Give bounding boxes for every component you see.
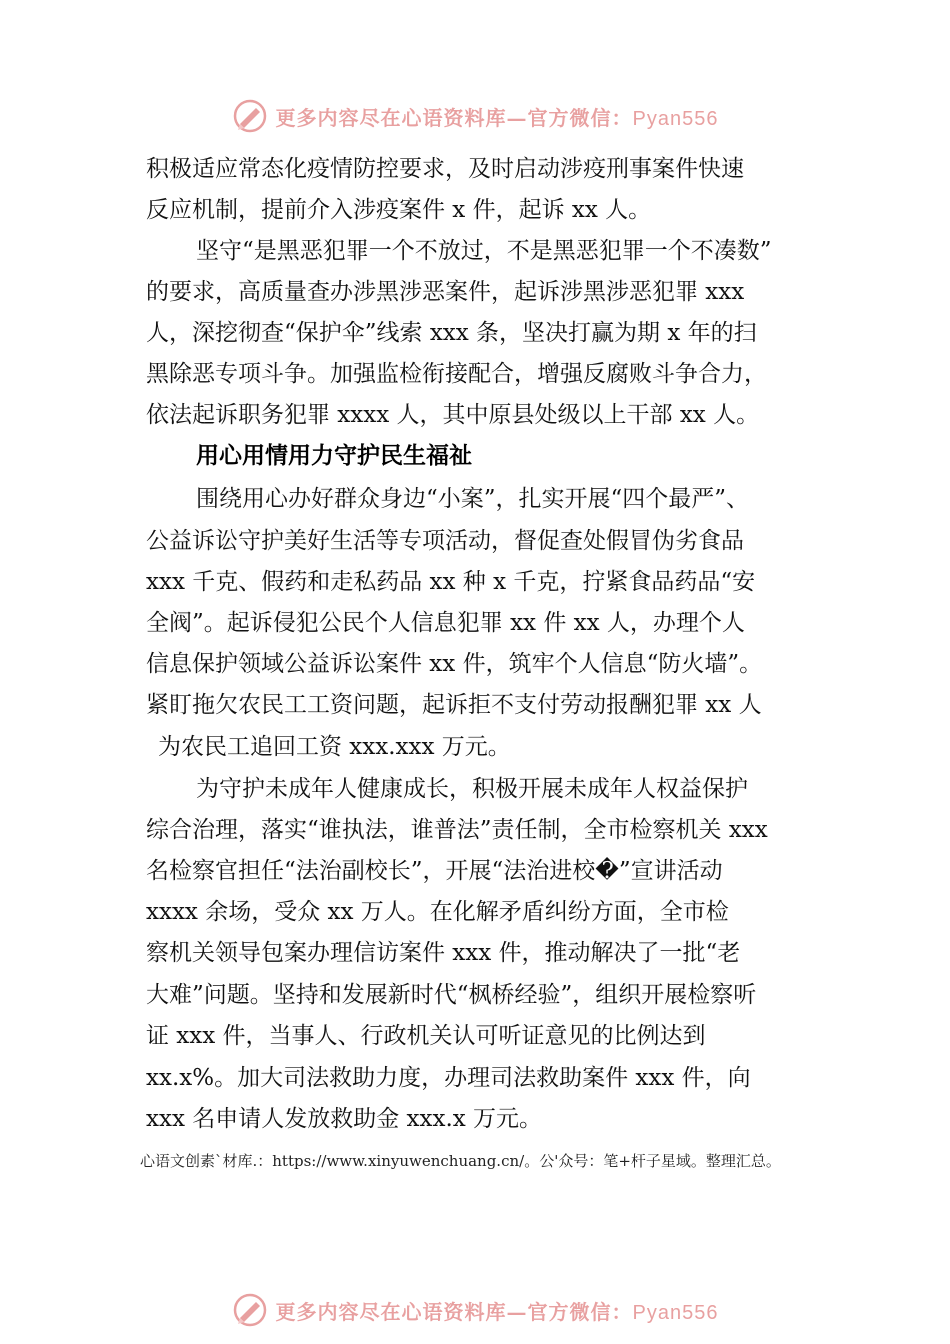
text-line: 积极适应常态化疫情防控要求，及时启动涉疫刑事案件快速 <box>146 156 744 182</box>
pen-logo-icon <box>232 1292 268 1328</box>
text-line: 为农民工追回工资 xxx.xxx 万元。 <box>158 734 511 760</box>
text-line: 全阀”。起诉侵犯公民个人信息犯罪 xx 件 xx 人，办理个人 <box>146 610 745 636</box>
text-line: 综合治理，落实“谁执法，谁普法”责任制，全市检察机关 xxx <box>146 817 768 843</box>
text-line: xxx 千克、假药和走私药品 xx 种 x 千克，拧紧食品药品“安 <box>146 569 756 595</box>
watermark-text: 更多内容尽在心语资料库—官方微信：Pyan556 <box>275 1299 719 1324</box>
text-line: xxxx 余场，受众 xx 万人。在化解矛盾纠纷方面，全市检 <box>146 899 729 925</box>
text-line: 证 xxx 件，当事人、行政机关认可听证意见的比例达到 <box>146 1023 706 1049</box>
text-line: 的要求，高质量查办涉黑涉恶案件，起诉涉黑涉恶犯罪 xxx <box>146 279 745 305</box>
text-line: xx.x%。加大司法救助力度，办理司法救助案件 xxx 件，向 <box>146 1065 751 1091</box>
text-line: 依法起诉职务犯罪 xxxx 人，其中原县处级以上干部 xx 人。 <box>146 402 760 428</box>
text-line: 察机关领导包案办理信访案件 xxx 件，推动解决了一批“老 <box>146 940 741 966</box>
text-line: 围绕用心办好群众身边“小案”，扎实开展“四个最严”、 <box>196 486 750 512</box>
text-line: 信息保护领域公益诉讼案件 xx 件，筑牢个人信息“防火墙”。 <box>146 651 763 677</box>
text-line: 名检察官担任“法治副校长”，开展“法治进校�”宣讲活动 <box>146 858 723 884</box>
text-line: 坚守“是黑恶犯罪一个不放过，不是黑恶犯罪一个不凑数” <box>196 238 772 264</box>
watermark-text: 更多内容尽在心语资料库—官方微信：Pyan556 <box>275 105 719 130</box>
source-footnote: 心语文创素`材库.：https://www.xinyuwenchuang.cn/。公'众号：笔+杆子星域。整理汇总。 <box>140 1152 781 1170</box>
watermark-id: Pyan556 <box>632 107 719 130</box>
text-line: 为守护未成年人健康成长，积极开展未成年人权益保护 <box>196 776 748 802</box>
text-line: 人，深挖彻查“保护伞”线索 xxx 条，坚决打赢为期 x 年的扫 <box>146 320 757 346</box>
text-line: 公益诉讼守护美好生活等专项活动，督促查处假冒伪劣食品 <box>146 528 744 554</box>
text-line: 黑除恶专项斗争。加强监检衔接配合，增强反腐败斗争合力， <box>146 361 767 387</box>
text-line: xxx 名申请人发放救助金 xxx.x 万元。 <box>146 1106 543 1132</box>
watermark-id: Pyan556 <box>632 1301 719 1324</box>
text-line: 反应机制，提前介入涉疫案件 x 件，起诉 xx 人。 <box>146 197 652 223</box>
text-line: 紧盯拖欠农民工工资问题，起诉拒不支付劳动报酬犯罪 xx 人 <box>146 692 762 718</box>
watermark-footer <box>0 1288 950 1332</box>
text-line: 大难”问题。坚持和发展新时代“枫桥经验”，组织开展检察听 <box>146 982 757 1008</box>
document-body <box>146 0 814 1344</box>
section-heading: 用心用情用力守护民生福祉 <box>196 443 472 469</box>
